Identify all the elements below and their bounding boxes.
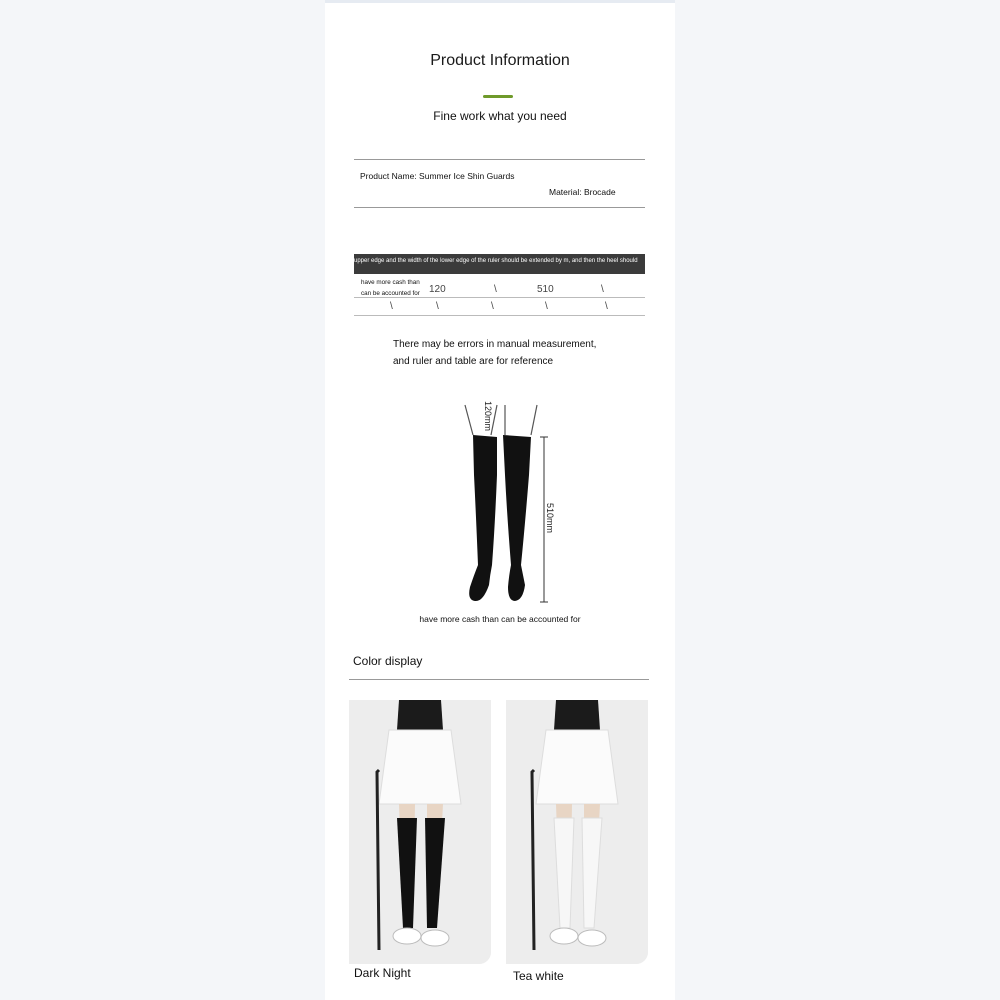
- note-line: There may be errors in manual measurement,: [393, 339, 597, 350]
- row-label-line: can be accounted for: [361, 290, 420, 297]
- length-measure-label: 510mm: [545, 503, 555, 534]
- diagram-caption: have more cash than can be accounted for: [419, 614, 581, 624]
- size-table-row-label: [361, 277, 431, 299]
- product-name: Product Name: Summer Ice Shin Guards: [360, 171, 515, 181]
- dark-night-photo: [349, 700, 491, 964]
- size-cell: \: [390, 301, 393, 312]
- size-cell: \: [545, 301, 548, 312]
- top-measure-label: 120mm: [483, 401, 493, 432]
- leg-guard-illustration: [445, 395, 565, 610]
- tea-white-photo: [506, 700, 648, 964]
- size-table-header: [354, 254, 645, 274]
- section-title: Product Information: [430, 52, 570, 69]
- size-diagram: [445, 395, 565, 610]
- table-divider: [354, 297, 645, 298]
- table-divider: [354, 315, 645, 316]
- size-cell: \: [601, 284, 604, 295]
- row-label-line: have more cash than: [361, 279, 420, 286]
- product-detail-page: [325, 0, 675, 1000]
- right-guard: [503, 435, 531, 601]
- left-guard: [469, 435, 497, 601]
- size-cell: 120: [429, 284, 446, 295]
- measurement-note: [393, 336, 596, 370]
- size-table-header-text: upper edge and the width of the lower edge of the ruler should be extended by m, and then the heel should: [354, 258, 638, 264]
- size-cell: \: [436, 301, 439, 312]
- color-option-dark-night[interactable]: [349, 700, 491, 964]
- product-material: Material: Brocade: [549, 187, 616, 197]
- color-option-tea-white[interactable]: [506, 700, 648, 964]
- title-accent-bar: [483, 95, 513, 98]
- divider: [354, 159, 645, 160]
- section-subtitle: Fine work what you need: [433, 109, 567, 123]
- note-line: and ruler and table are for reference: [393, 356, 554, 367]
- color-display-heading: Color display: [353, 654, 423, 668]
- divider: [354, 207, 645, 208]
- color-label-dark-night: Dark Night: [354, 966, 411, 980]
- divider: [349, 679, 649, 680]
- size-cell: \: [605, 301, 608, 312]
- color-label-tea-white: Tea white: [513, 969, 564, 983]
- size-cell: \: [494, 284, 497, 295]
- top-border: [325, 0, 675, 3]
- size-cell: 510: [537, 284, 554, 295]
- size-cell: \: [491, 301, 494, 312]
